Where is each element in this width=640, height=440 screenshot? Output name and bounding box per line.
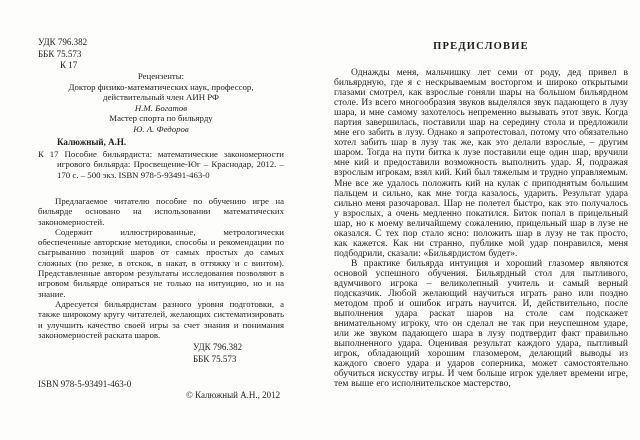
- reviewer1-name: Н.М. Богатов: [134, 102, 188, 113]
- reviewers-block: [38, 71, 284, 134]
- udk-code: УДК 796.382: [38, 37, 88, 47]
- abstract-paragraph-2: Содержит иллюстрированные, метрологически обеспеченные авторские методики, способы и рекомендации по сыгрыванию позиций шаров от самых простых до самых сложных (по резке, в отскок, в накат, в оттяжку и с винтом). Представленные автором результаты исследования позволяют в игровом бильярде опираться не только на интуицию, но и на знание.: [38, 226, 284, 299]
- udk-code-bottom: УДК 796.382: [193, 342, 243, 352]
- bibliographic-codes-top: [38, 37, 87, 72]
- bbk-code: ББК 75.573: [38, 48, 82, 59]
- preface-title: ПРЕДИСЛОВИЕ: [433, 41, 529, 52]
- abstract-paragraph-1: Предлагаемое читателю пособие по обучению игре на бильярде основано на использовании математических закономерностей.: [38, 196, 284, 227]
- abstract-block: [38, 196, 284, 340]
- reviewer2-title: Мастер спорта по бильярду: [109, 113, 213, 123]
- annotation-text: Пособие бильярдиста: математические закономерности игрового бильярда: Просвещение-Юг – Краснодар, 2012. – 170 с. – 500 экз. ISBN 978-5-93491-463-0: [57, 149, 284, 180]
- abstract-paragraph-3: Адресуется бильярдистам разного уровня подготовки, а также широкому кругу читателей, желающих систематизировать и улучшить качество своей игры за счет знания и понимания закономерностей раската шаров.: [38, 298, 284, 340]
- right-page: [334, 0, 628, 440]
- catalog-code: К 17: [60, 60, 78, 70]
- bbk-code-bottom: ББК 75.573: [193, 353, 237, 364]
- bibliographic-codes-bottom: [193, 342, 242, 365]
- author-name: Калюжный, А.Н.: [57, 137, 127, 147]
- copyright-notice: © Калюжный А.Н., 2012: [186, 390, 281, 400]
- catalog-annotation: [38, 149, 284, 180]
- preface-paragraph-1: Однажды меня, мальчишку лет семи от роду, дед привел в бильярдную, где я с нескрываемым восторгом и широко открытыми глазами смотрел, как взрослые гоняли шары на большом бильярдном столе. Из всего многообразия звуков выделялся звук падающего в лузу шара, и мне самому захотелось непременно вызывать этот звук. Когда партия завершилась, поставили шар на середину стола и предложили мне его забить в лузу. Однако я запротестовал, потому что обязательно хотел забить шар в лузу так же, как это делали взрослые, – другим шаром. Тогда на пути битка к лузе поставили еще один шар, вручили мне кий и предоставили возможность выполнить удар. Я, подражая взрослым игрокам, взял кий. Кий был тяжелым и трудно управляемым. Мне все же удалось положить кий на кулак с приподнятым большим пальцем и сильно, как мне тогда казалось, ударить. Результат удара сильно меня разочаровал. Шар не полетел быстро, как это получалось у взрослых, а очень медленно покатился. Биток попал в прицельный шар, но к моему величайшему сожалению, прицельный шар в лузе не оказался. С тех пор стало ясно: положить шар в лузу не так просто, как кажется. Как ни странно, публике мой удар понравился, меня подбодрили, сказали: «Бильярдистом будет».: [334, 68, 628, 259]
- preface-paragraph-2: В практике бильярда интуиция и хороший глазомер являются основой успешного обучения. Бильярдный стол для пытливого, вдумчивого игрока – великолепный учитель и самый верный подсказчик. Любой желающий научиться играть рано или поздно методом проб и ошибок играть научится. И, действительно, после выполнения удара раскат шаров на столе сам подскажет внимательному игроку, что он сделал не так при неуспешном ударе, или же звуком падающего шара в лузу подтвердит факт правильно выполненного удара. Оценивая результат каждого удара, пытливый игрок, обладающий хорошим глазомером, делающий выводы из каждого своего удара и ударов соперника, может самостоятельно обучиться искусству игры. И чем больше игрок уделяет времени игре, тем выше его исполнительское мастерство,: [334, 258, 628, 390]
- reviewers-heading: Рецензенты:: [137, 71, 185, 81]
- left-page: [38, 0, 284, 440]
- reviewer2-name: Ю. А. Федоров: [133, 123, 189, 134]
- reviewer1-title: Доктор физико-математических наук, профессор,: [68, 81, 254, 92]
- preface-text: [334, 68, 628, 390]
- catalog-code-inline: К 17: [38, 149, 59, 159]
- reviewer1-title-2: действительный член АИН РФ: [103, 92, 219, 102]
- isbn: ISBN 978-5-93491-463-0: [38, 379, 132, 389]
